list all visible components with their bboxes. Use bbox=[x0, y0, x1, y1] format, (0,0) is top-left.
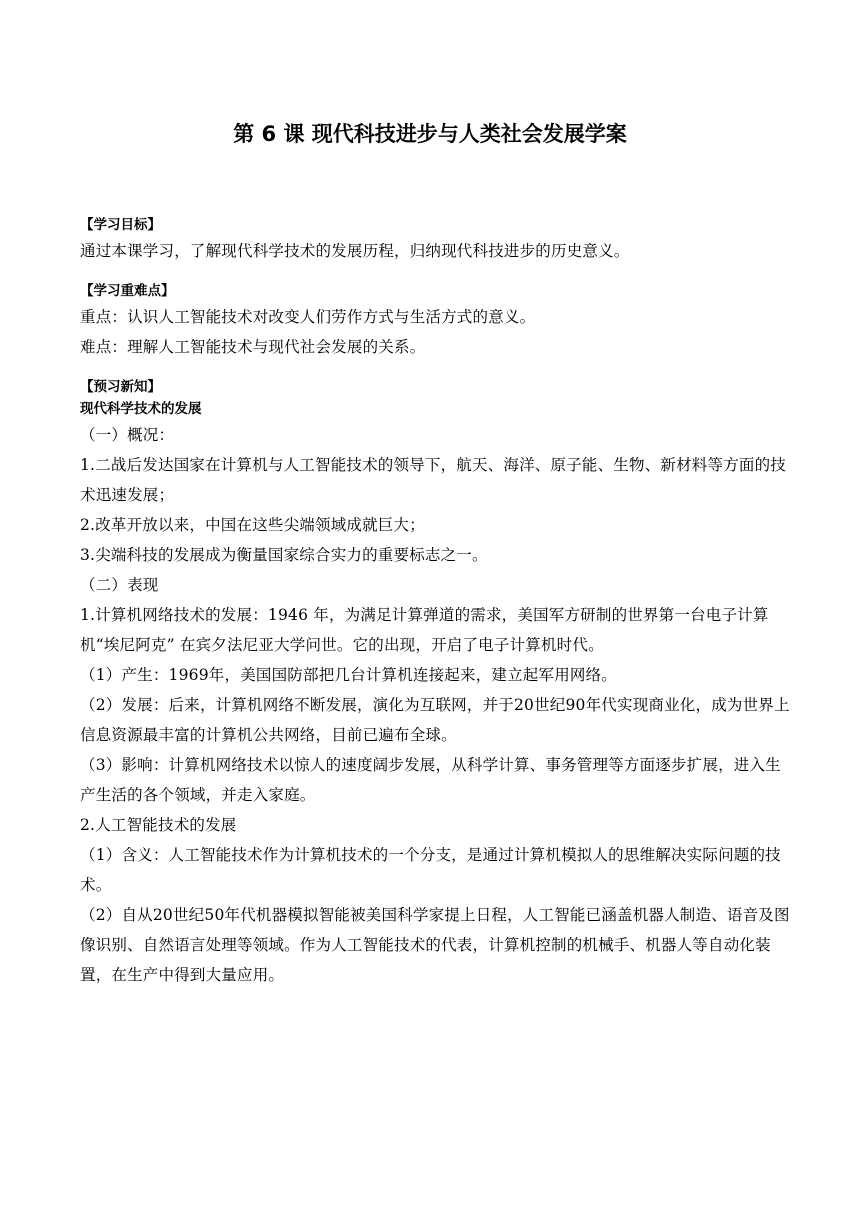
document-body bbox=[80, 214, 792, 990]
section-subheading: 现代科学技术的发展 bbox=[80, 401, 202, 417]
paragraph: （3）影响：计算机网络技术以惊人的速度阔步发展，从科学计算、事务管理等方面逐步扩展，进入生产生活的各个领域，并走入家庭。 bbox=[80, 756, 781, 804]
paragraph: 通过本课学习，了解现代科学技术的发展历程，归纳现代科技进步的历史意义。 bbox=[80, 242, 630, 260]
paragraph: 3.尖端科技的发展成为衡量国家综合实力的重要标志之一。 bbox=[80, 546, 488, 564]
section-heading-preview: 【预习新知】 bbox=[80, 379, 161, 395]
paragraph: （1）含义：人工智能技术作为计算机技术的一个分支，是通过计算机模拟人的思维解决实际问题的技术。 bbox=[80, 846, 781, 894]
section-heading-key-points: 【学习重难点】 bbox=[80, 283, 175, 299]
paragraph: （2）发展：后来，计算机网络不断发展，演化为互联网，并于20世纪90年代实现商业化，成为世界上信息资源最丰富的计算机公共网络，目前已遍布全球。 bbox=[80, 696, 790, 744]
section-heading-objectives: 【学习目标】 bbox=[80, 217, 161, 233]
paragraph: （1）产生：1969年，美国国防部把几台计算机连接起来，建立起军用网络。 bbox=[80, 666, 618, 684]
paragraph: 重点：认识人工智能技术对改变人们劳作方式与生活方式的意义。 bbox=[80, 308, 536, 326]
paragraph: （一）概况： bbox=[80, 426, 175, 444]
page-title: 第 6 课 现代科技进步与人类社会发展学案 bbox=[233, 122, 627, 146]
paragraph: 1.计算机网络技术的发展：1946 年，为满足计算弹道的需求，美国军方研制的世界第一台电子计算机“埃尼阿克” 在宾夕法尼亚大学问世。它的出现，开启了电子计算机时代。 bbox=[80, 606, 769, 654]
paragraph: 难点：理解人工智能技术与现代社会发展的关系。 bbox=[80, 338, 426, 356]
paragraph: 2.人工智能技术的发展 bbox=[80, 816, 237, 834]
paragraph: 1.二战后发达国家在计算机与人工智能技术的领导下，航天、海洋、原子能、生物、新材料等方面的技术迅速发展； bbox=[80, 456, 786, 504]
paragraph: （二）表现 bbox=[80, 576, 159, 594]
paragraph: 2.改革开放以来，中国在这些尖端领域成就巨大； bbox=[80, 516, 425, 534]
paragraph: （2）自从20世纪50年代机器模拟智能被美国科学家提上日程，人工智能已涵盖机器人制造、语音及图像识别、自然语言处理等领域。作为人工智能技术的代表，计算机控制的机械手、机器人等自动化装置，在生产中得到大量应用。 bbox=[80, 906, 790, 984]
